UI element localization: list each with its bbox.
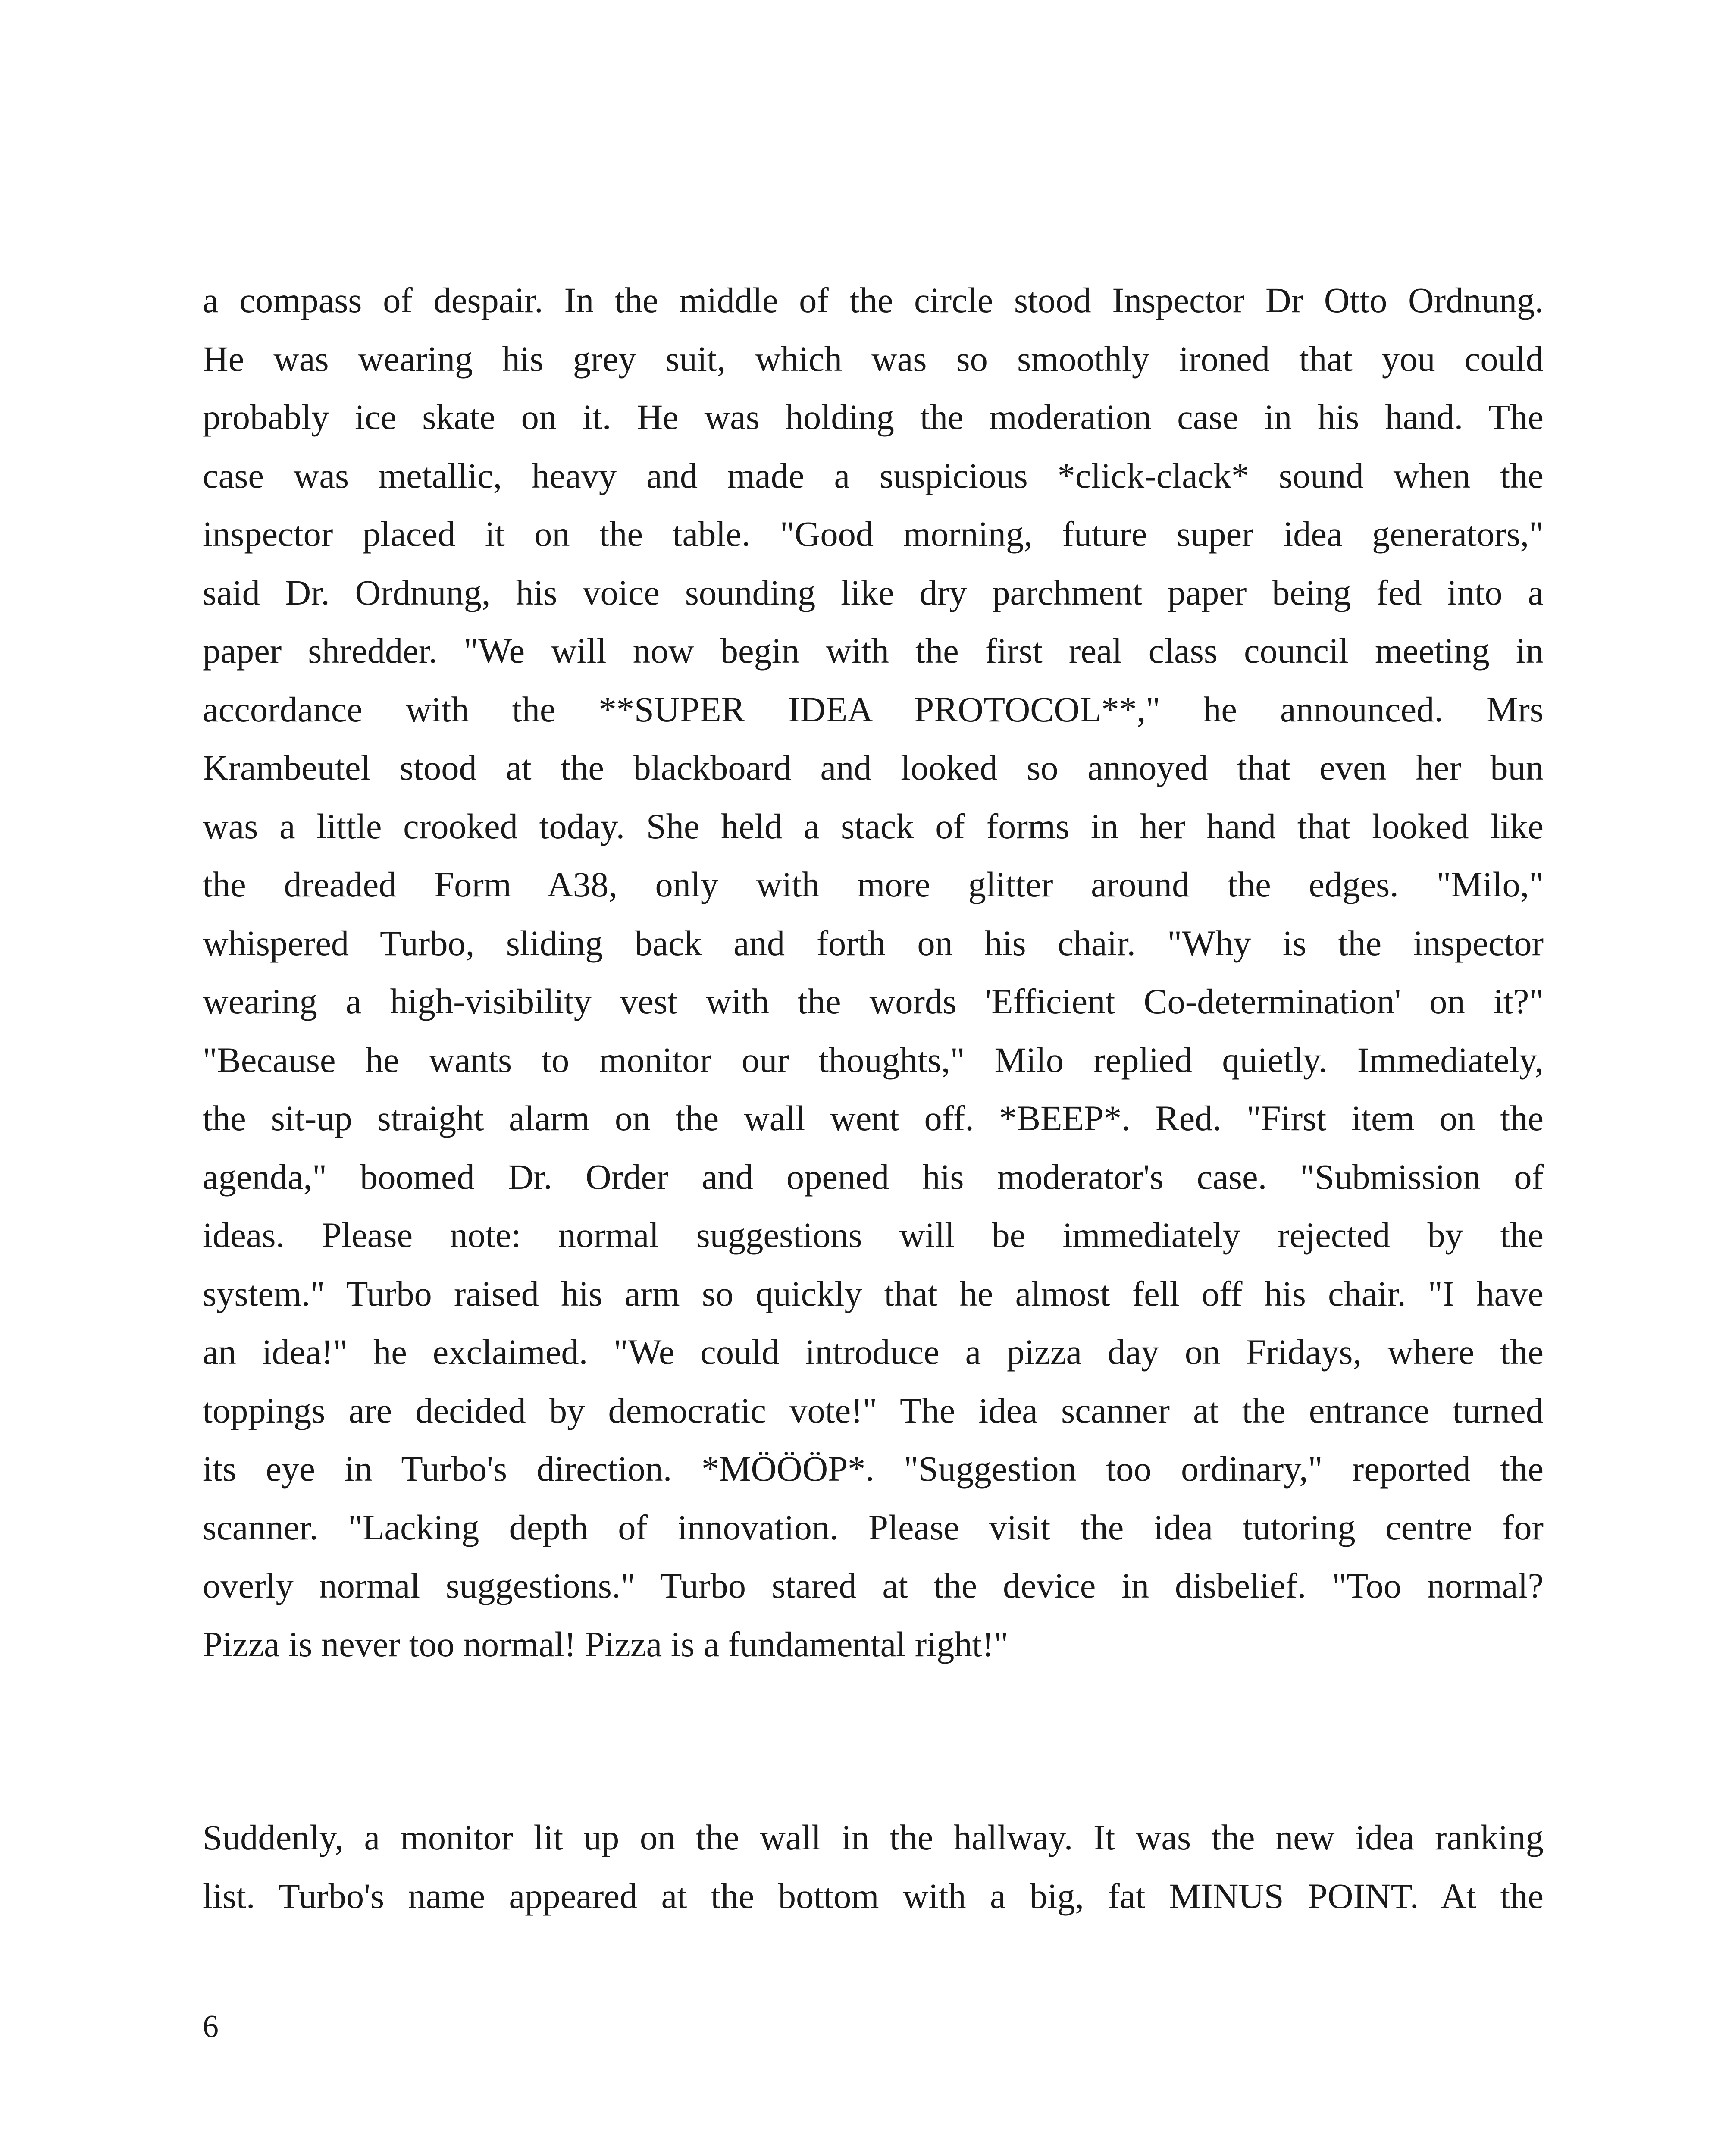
- text-line: Krambeutel stood at the blackboard and looked so annoyed that even her bun: [203, 748, 1544, 787]
- text-line: was a little crooked today. She held a stack of forms in her hand that looked like: [203, 806, 1544, 846]
- text-line: overly normal suggestions." Turbo stared at the device in disbelief. "Too normal?: [203, 1566, 1544, 1605]
- text-line: whispered Turbo, sliding back and forth on his chair. "Why is the inspector: [203, 923, 1544, 963]
- text-line: scanner. "Lacking depth of innovation. Please visit the idea tutoring centre for: [203, 1507, 1544, 1547]
- text-line: He was wearing his grey suit, which was so smoothly ironed that you could: [203, 338, 1544, 379]
- text-line: system." Turbo raised his arm so quickly that he almost fell off his chair. "I have: [203, 1273, 1544, 1313]
- text-line: wearing a high-visibility vest with the words 'Efficient Co-determination' on it?": [203, 981, 1544, 1021]
- page-number: 6: [203, 2009, 219, 2044]
- text-line: accordance with the **SUPER IDEA PROTOCOL**," he announced. Mrs: [203, 689, 1544, 729]
- text-line: list. Turbo's name appeared at the bottom with a big, fat MINUS POINT. At the: [203, 1876, 1544, 1916]
- text-line: agenda," boomed Dr. Order and opened his moderator's case. "Submission of: [203, 1156, 1544, 1197]
- text-line: Pizza is never too normal! Pizza is a fundamental right!": [203, 1624, 1009, 1664]
- paragraph-2: [203, 1808, 1544, 1925]
- text-line: paper shredder. "We will now begin with the first real class council meeting in: [203, 631, 1544, 671]
- text-line: said Dr. Ordnung, his voice sounding like dry parchment paper being fed into a: [203, 572, 1544, 612]
- text-line: its eye in Turbo's direction. *MÖÖÖP*. "Suggestion too ordinary," reported the: [203, 1449, 1544, 1489]
- text-line: Suddenly, a monitor lit up on the wall in the hallway. It was the new idea ranking: [203, 1818, 1544, 1857]
- text-line: ideas. Please note: normal suggestions will be immediately rejected by the: [203, 1215, 1544, 1255]
- text-line: case was metallic, heavy and made a suspicious *click-clack* sound when the: [203, 455, 1544, 495]
- text-line: the sit-up straight alarm on the wall went off. *BEEP*. Red. "First item on the: [203, 1098, 1544, 1138]
- text-line: toppings are decided by democratic vote!" The idea scanner at the entrance turned: [203, 1390, 1544, 1430]
- text-line: a compass of despair. In the middle of the circle stood Inspector Dr Otto Ordnung.: [203, 280, 1544, 320]
- text-line: "Because he wants to monitor our thoughts," Milo replied quietly. Immediately,: [203, 1040, 1544, 1080]
- text-line: the dreaded Form A38, only with more glitter around the edges. "Milo,": [203, 865, 1544, 904]
- text-line: an idea!" he exclaimed. "We could introduce a pizza day on Fridays, where the: [203, 1332, 1544, 1372]
- paragraph-1: [203, 271, 1544, 1673]
- text-line: probably ice skate on it. He was holding the moderation case in his hand. The: [203, 397, 1544, 437]
- text-line: inspector placed it on the table. "Good morning, future super idea generators,": [203, 514, 1544, 554]
